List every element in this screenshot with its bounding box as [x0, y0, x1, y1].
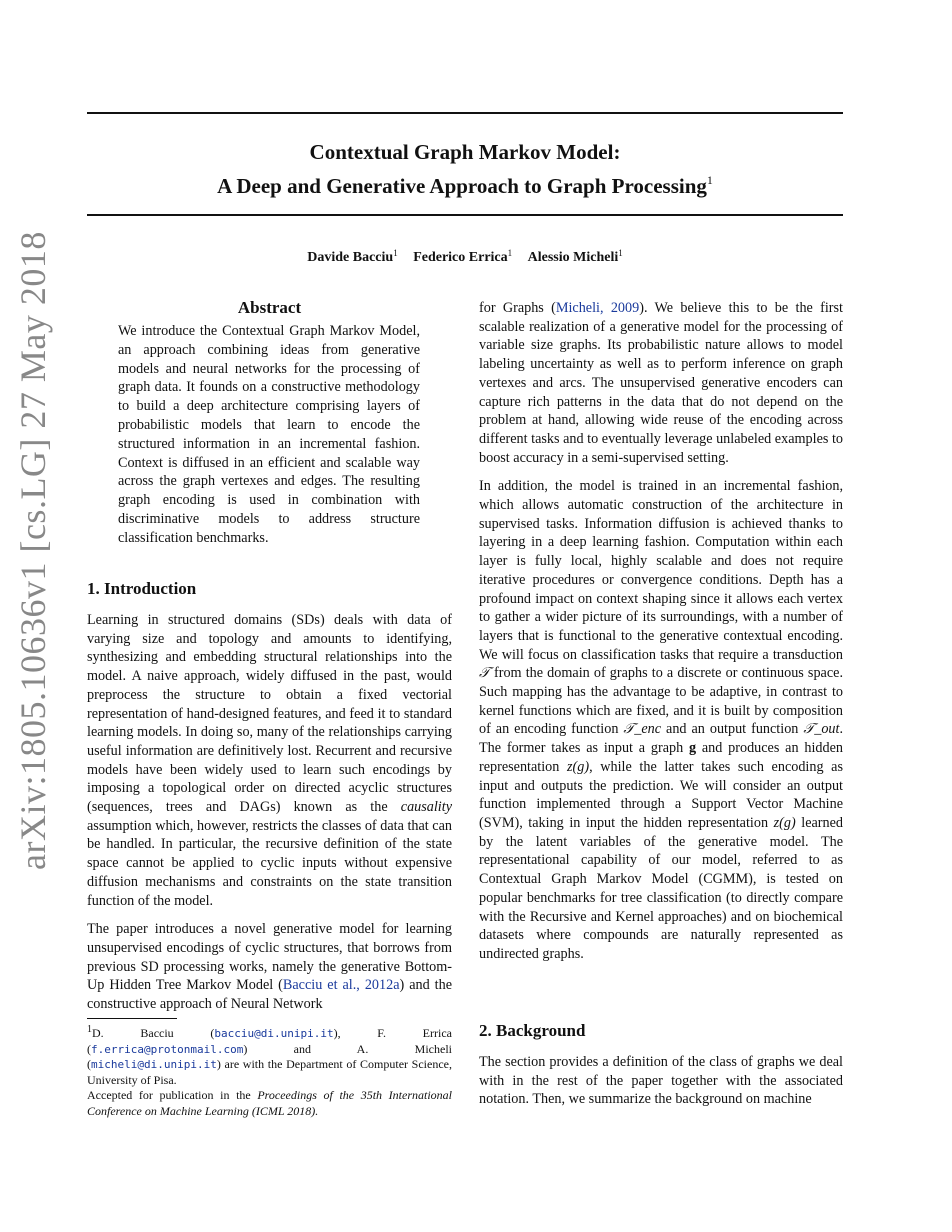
- footnote-rule: [87, 1018, 177, 1019]
- title-footnote-mark: 1: [706, 173, 713, 187]
- citation-bacciu-2012a[interactable]: Bacciu et al., 2012a: [282, 977, 400, 994]
- introduction-heading: 1. Introduction: [87, 579, 197, 598]
- citation-micheli-2009[interactable]: Micheli, 2009: [555, 300, 640, 316]
- author: Federico Errica$^1$: [413, 248, 513, 265]
- arxiv-stamp: arXiv:1805.10636v1 [cs.LG] 27 May 2018: [13, 231, 53, 870]
- email-link[interactable]: micheli@di.unipi.it: [91, 1058, 217, 1071]
- paper-title: [87, 138, 843, 200]
- intro-paragraph-1: Learning in structured domains (SDs) deals with data of varying size and topology and amounts to identifying, synthesizing and embedding structural relationships into the model. A naive approach, widely diffused in the past, would preprocess the structure to obtain a fixed vectorial representation of hand-designed features, and feed it to standard learning models. In doing so, many of the relationships carrying useful information are definitively lost. Recurrent and recursive models have been widely used to learn such encodings by imposing a topological order on directed acyclic structures (sequences, trees and DAGs) known as the causality assumption which, however, restricts the classes of data that can be handled. In particular, the recursive definition of the state space cannot be applied to cyclic inputs without expensive diffusion mechanisms and constraints on the state transition function of the model.: [87, 612, 452, 909]
- abstract-heading: Abstract: [237, 298, 302, 317]
- author: Davide Bacciu$^1$: [307, 248, 398, 265]
- author-list: [87, 248, 843, 266]
- intro-paragraph-3: for Graphs (Micheli, 2009). We believe this to be the first scalable realization of a generative model for the processing of variable size graphs. Its probabilistic nature allows to model labeling uncertainty as well as to perform inference on graph vertexes and arcs. The unsupervised generative encoders can capture rich patterns in the data that do not depend on the problem at hand, allowing wide reuse of the encoding across different tasks and to eventually leverage unlabeled examples to boost accuracy in a semi-supervised setting.: [479, 300, 843, 466]
- footnote: $^1$D. Bacciu (bacciu@di.unipi.it), F. Errica (f.errica@protonmail.com) and A. Micheli (micheli@di.unipi.it) are with the Department of Computer Science, University of Pisa. Accepted for publication in the Proceedings of the 35th International Conference on Machine Learning (ICML 2018).: [87, 1024, 452, 1118]
- title-top-rule: [87, 112, 843, 114]
- intro-paragraph-4: In addition, the model is trained in an incremental fashion, which allows automatic construction of the architecture in supervised tasks. Information diffusion is achieved thanks to layering in a deep learning fashion. Computation within each layer is fully local, highly scalable and does not require iterative procedures or convergence conditions. Depth has a profound impact on context shaping since it allows each vertex to gather a wider picture of its surroundings, with a number of layers that is functional to the generative contextual encoding. We will focus on classification tasks that require a transduction 𝒯 from the domain of graphs to a discrete or continuous space. Such mapping has the advantage to be adaptive, in contrast to kernel functions which are fixed, and it is built by composition of an encoding function 𝒯_enc and an output function 𝒯_out. The former takes as input a graph g and produces an hidden representation z(g), while the latter takes such encoding as input and outputs the prediction. We will consider an output function implemented through a Support Vector Machine (SVM), taking in input the hidden representation z(g) learned by the latent variables of the generative model. The representational capability of our model, referred to as Contextual Graph Markov Model (CGMM), is tested on popular benchmarks for tree classification (to directly compare with the Recursive and Kernel approaches) and on biochemical datasets where compounds are naturally represented as undirected graphs.: [479, 478, 844, 962]
- intro-paragraph-2: The paper introduces a novel generative model for learning unsupervised encodings of cyclic structures, that borrows from previous SD processing works, namely the generative Bottom-Up Hidden Tree Markov Model (Bacciu et al., 2012a) and the constructive approach of Neural Network: [87, 921, 452, 1013]
- author: Alessio Micheli$^1$: [527, 248, 623, 265]
- left-column: [87, 611, 452, 1024]
- email-link[interactable]: bacciu@di.unipi.it: [214, 1027, 334, 1040]
- background-heading: 2. Background: [479, 1021, 586, 1040]
- title-line-1: Contextual Graph Markov Model:: [309, 140, 621, 164]
- right-column: [479, 299, 843, 974]
- email-link[interactable]: f.errica@protonmail.com: [91, 1042, 244, 1056]
- title-line-2: A Deep and Generative Approach to Graph Processing$^1$: [217, 173, 713, 198]
- background-text: The section provides a definition of the class of graphs we deal with in the rest of the paper together with the associated notation. Then, we summarize the background on machine: [479, 1054, 843, 1108]
- title-bottom-rule: [87, 214, 843, 216]
- abstract-text: We introduce the Contextual Graph Markov Model, an approach combining ideas from generative models and neural networks for the processing of graph data. It founds on a constructive methodology to build a deep architecture comprising layers of probabilistic models that learn to encode the structured information in an incremental fashion. Context is diffused in an efficient and scalable way across the graph vertexes and edges. The resulting graph encoding is used in combination with discriminative models to address structure classification benchmarks.: [118, 323, 420, 546]
